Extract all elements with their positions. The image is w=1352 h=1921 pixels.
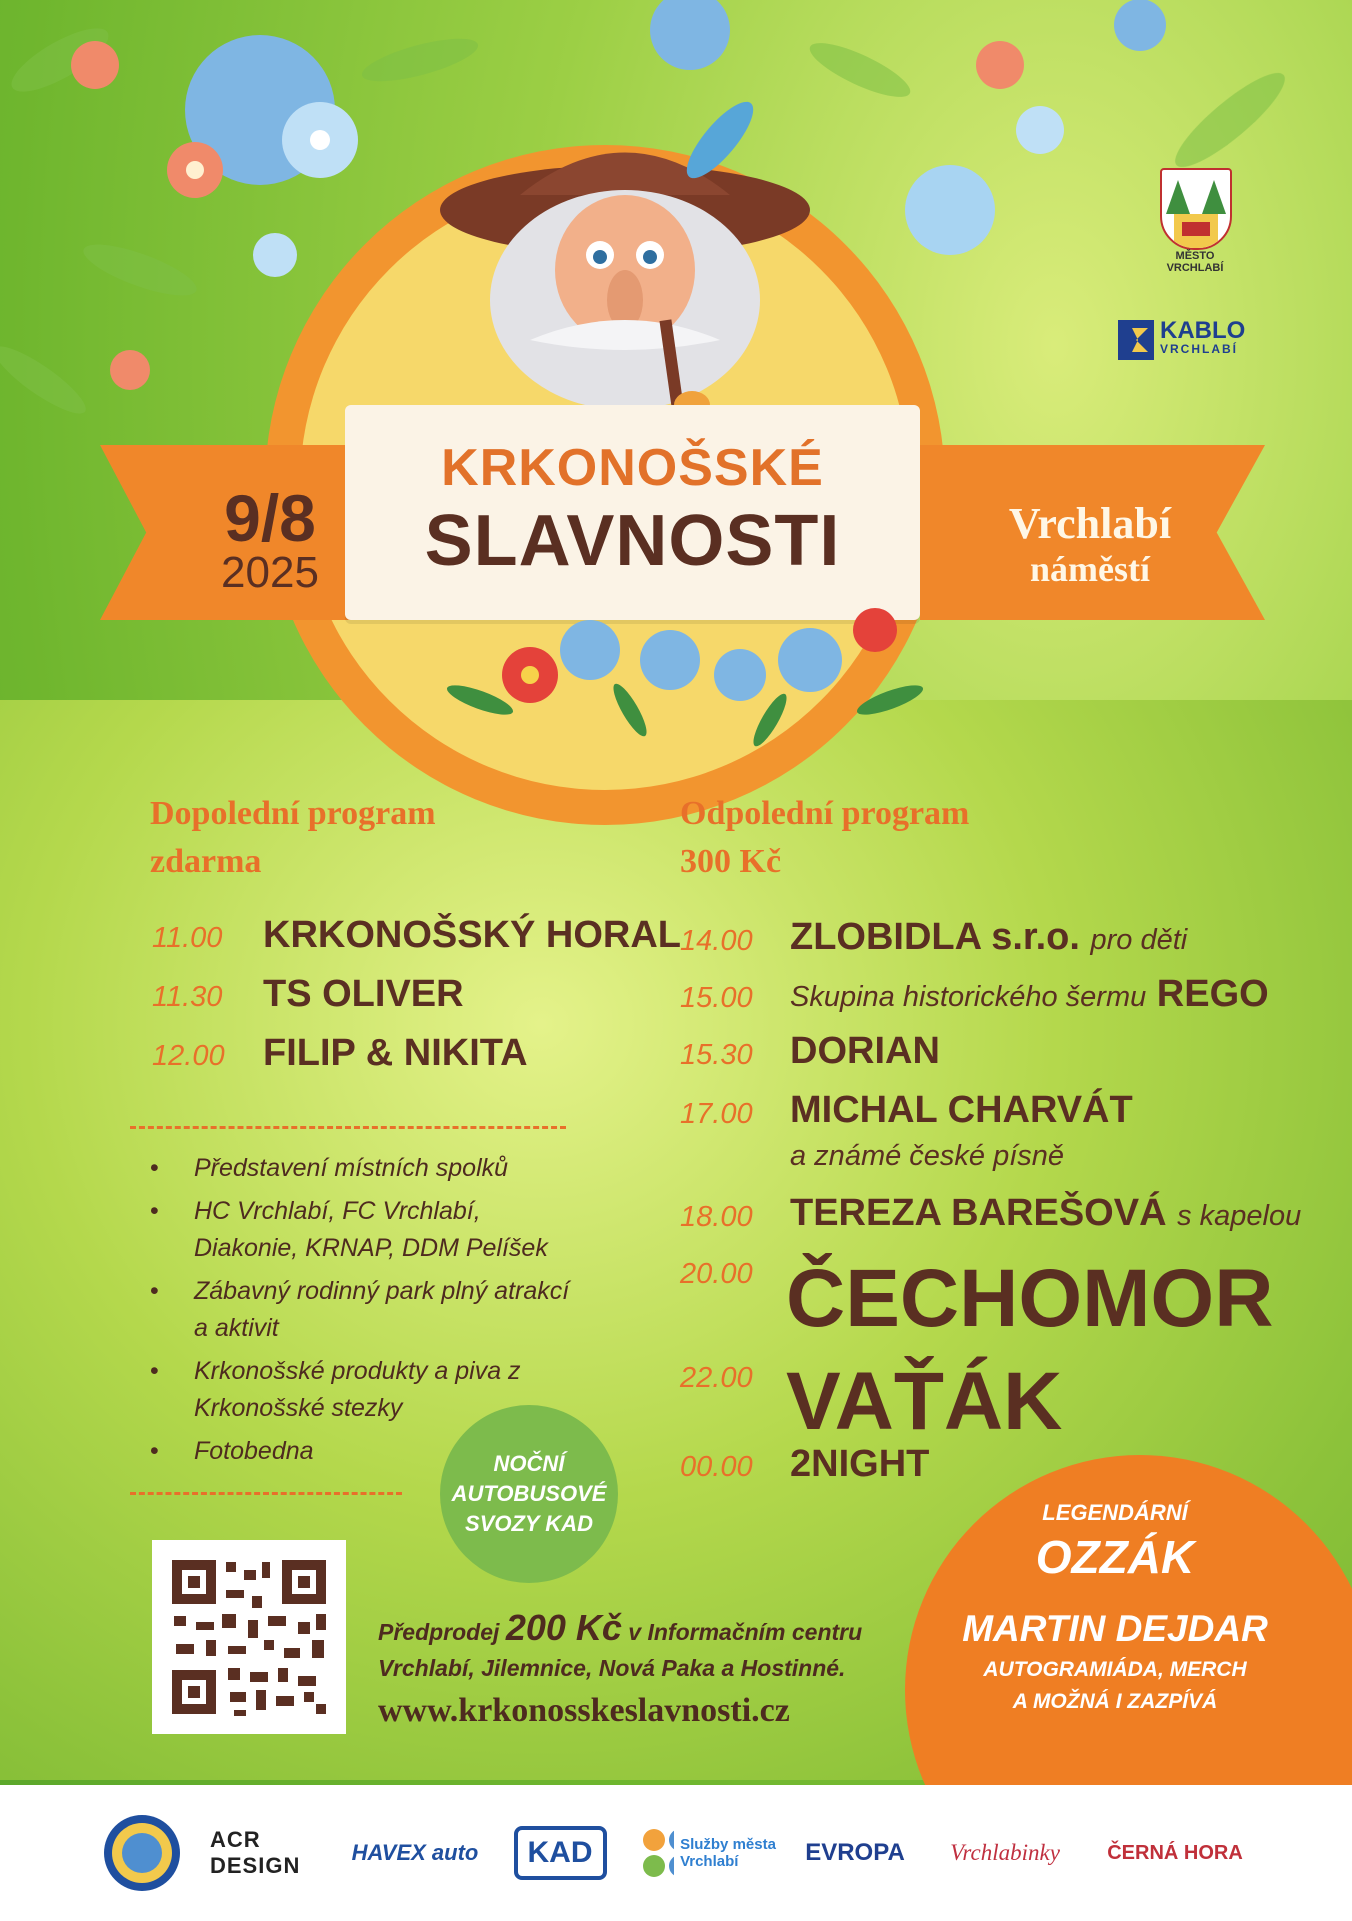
afternoon-time-3: 15.30 (680, 1039, 753, 1071)
guest-line3: MARTIN DEJDAR (962, 1608, 1268, 1649)
list-item: • Představení místních spolků (150, 1150, 570, 1187)
kablo-logo: KABLO VRCHLABÍ (1118, 320, 1245, 360)
flower-wreath-icon (420, 590, 940, 750)
morning-act-1: KRKONOŠSKÝ HORAL (263, 914, 682, 956)
afternoon-note-4: a známé české písně (790, 1140, 1065, 1172)
qr-code-icon (152, 1540, 346, 1734)
afternoon-act-8: 2NIGHT (790, 1443, 930, 1485)
krakonos-character-icon (430, 100, 830, 440)
afternoon-act-2: Skupina historického šermu REGO (790, 973, 1269, 1015)
website-link[interactable]: www.krkonosskeslavnosti.cz (378, 1692, 790, 1729)
afternoon-time-5: 18.00 (680, 1201, 753, 1233)
event-year: 2025 (221, 548, 319, 597)
morning-act-2: TS OLIVER (263, 973, 464, 1015)
afternoon-time-8: 00.00 (680, 1451, 753, 1483)
afternoon-act-5: TEREZA BAREŠOVÁ s kapelou (790, 1192, 1302, 1234)
afternoon-time-6: 20.00 (680, 1258, 753, 1290)
sponsor-evropa: EVROPA (805, 1839, 905, 1866)
sponsor-havex: HAVEX auto (351, 1840, 479, 1865)
guest-line5: A MOŽNÁ I ZAZPÍVÁ (1012, 1690, 1218, 1713)
afternoon-act-3: DORIAN (790, 1030, 940, 1072)
kablo-k-icon (1118, 320, 1154, 360)
night-bus-badge: NOČNÍ AUTOBUSOVÉ SVOZY KAD (440, 1405, 618, 1583)
afternoon-heading: Odpolední program 300 Kč (680, 795, 970, 880)
sponsor-sluzby: Služby města Vrchlabí (640, 1808, 780, 1898)
title-line2: SLAVNOSTI (424, 501, 841, 581)
event-square: náměstí (1030, 549, 1150, 589)
afternoon-act-1: ZLOBIDLA s.r.o. pro děti (790, 916, 1188, 958)
afternoon-act-4: MICHAL CHARVÁT (790, 1089, 1133, 1131)
sponsor-vrchlabinky: Vrchlabinky (950, 1840, 1060, 1865)
afternoon-time-2: 15.00 (680, 982, 753, 1014)
presale-price: 200 Kč (505, 1607, 622, 1648)
afternoon-act-7: VAŤÁK (786, 1356, 1063, 1447)
divider (130, 1126, 566, 1129)
afternoon-time-1: 14.00 (680, 925, 753, 957)
morning-heading: Dopolední program zdarma (150, 795, 436, 880)
afternoon-time-7: 22.00 (680, 1362, 753, 1394)
list-item: • Zábavný rodinný park plný atrakcí a aktivit (150, 1273, 570, 1347)
morning-time-3: 12.00 (152, 1040, 225, 1072)
sluzby-logo-icon (640, 1826, 674, 1880)
event-date: 9/8 (224, 481, 316, 555)
town-crest-icon (1160, 168, 1232, 250)
event-city: Vrchlabí (1008, 499, 1172, 548)
list-item: • Krkonošské produkty a piva z Krkonošské stezky (150, 1353, 570, 1427)
sponsor-emblem-icon (100, 1808, 184, 1898)
morning-time-1: 11.00 (152, 922, 223, 954)
title-line1: KRKONOŠSKÉ (441, 439, 824, 497)
guest-line2: OZZÁK (1035, 1531, 1195, 1583)
morning-act-3: FILIP & NIKITA (263, 1032, 528, 1074)
guest-line1: LEGENDÁRNÍ (1042, 1500, 1188, 1525)
presale-info: Předprodej 200 Kč v Informačním centru Vrchlabí, Jilemnice, Nová Paka a Hostinné. (378, 1607, 863, 1681)
list-item: • Fotobedna (150, 1433, 570, 1470)
list-item: • HC Vrchlabí, FC Vrchlabí, Diakonie, KRNAP, DDM Pelíšek (150, 1193, 570, 1267)
morning-time-2: 11.30 (152, 981, 223, 1013)
sponsor-cerna-hora: ČERNÁ HORA (1107, 1841, 1243, 1864)
afternoon-act-6: ČECHOMOR (786, 1253, 1274, 1344)
guest-line4: AUTOGRAMIÁDA, MERCH (983, 1658, 1247, 1681)
sponsor-acr: ACR DESIGN (210, 1827, 301, 1878)
qr-code[interactable] (152, 1540, 346, 1734)
sponsor-kad: KAD (510, 1808, 610, 1898)
divider (130, 1492, 402, 1495)
crest-caption: MĚSTO VRCHLABÍ (1166, 250, 1224, 274)
afternoon-time-4: 17.00 (680, 1098, 753, 1130)
